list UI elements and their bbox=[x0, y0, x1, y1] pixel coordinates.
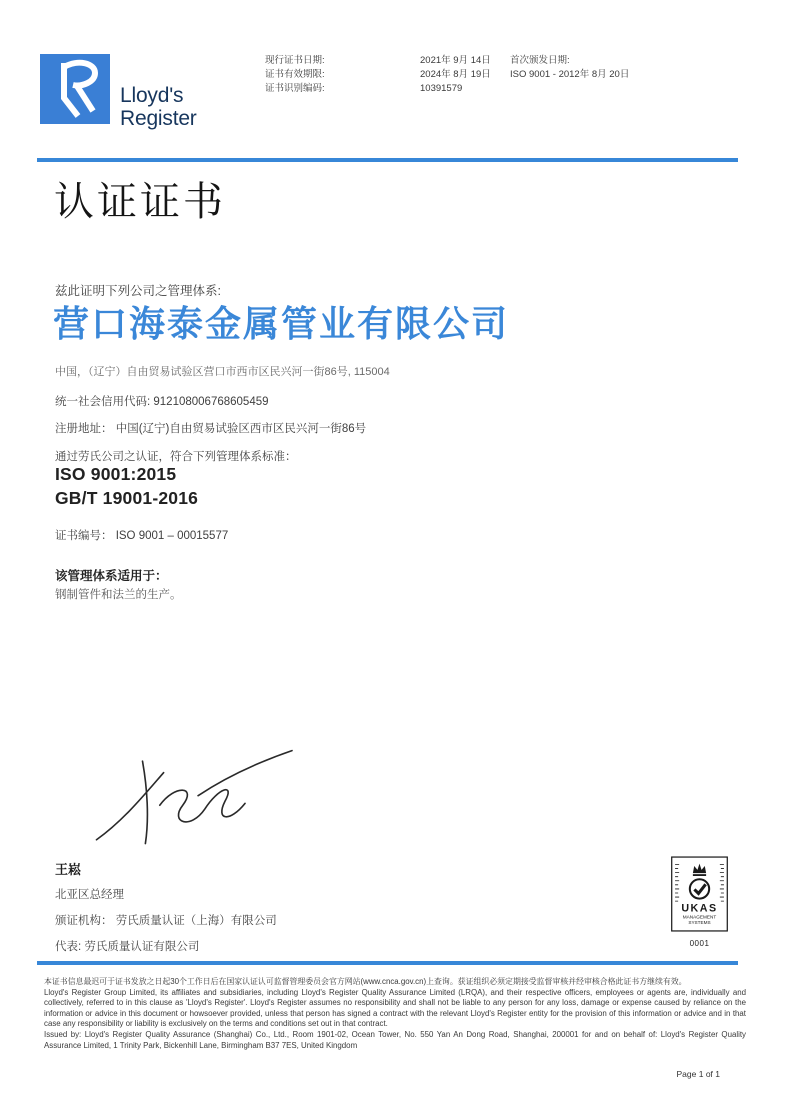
current-cert-date-value: 2021年 9月 14日 bbox=[420, 55, 491, 66]
ukas-left-ticks-icon bbox=[675, 864, 679, 901]
certificate-number: 证书编号： ISO 9001 – 00015577 bbox=[55, 530, 229, 542]
ukas-logo-icon bbox=[671, 856, 728, 932]
page-indicator: Page 1 of 1 bbox=[676, 1069, 720, 1079]
signature-image bbox=[85, 742, 315, 862]
ukas-systems-text: SYSTEMS bbox=[688, 920, 711, 926]
footer-issued-by: Issued by: Lloyd's Register Quality Assurance (Shanghai) Co., Ltd., Room 1901-02, Ocean Tower, No. 550 Yan An Dong Road, Shanghai, 200001 for and on behalf of: Lloyd's Register Quality Assurance Limited, 1 Trinity Park, Bickenhill Lane, Birmingham B37 7ES, United Kingdom bbox=[44, 1029, 746, 1050]
social-credit-code: 统一社会信用代码: 912108006768605459 bbox=[55, 396, 269, 408]
approval-statement: 通过劳氏公司之认证，符合下列管理体系标准： bbox=[55, 451, 297, 463]
on-behalf-of: 代表: 劳氏质量认证有限公司 bbox=[55, 941, 200, 953]
ukas-management-text: MANAGEMENT bbox=[682, 914, 717, 920]
ukas-number: 0001 bbox=[689, 939, 710, 948]
footer-cn-notice: 本证书信息最迟可于证书发放之日起30个工作日后在国家认证认可监督管理委员会官方网站(www.cnca.gov.cn)上查询。获证组织必须定期接受监督审核并经审核合格此证书方继续有效。 bbox=[44, 977, 687, 986]
company-name: 营口海泰金属管业有限公司 bbox=[53, 303, 510, 344]
signature-icon bbox=[85, 742, 315, 857]
page-title: 认证证书 bbox=[54, 179, 226, 225]
current-cert-date-label: 现行证书日期: bbox=[265, 55, 325, 66]
standard-gbt19001: GB/T 19001-2016 bbox=[55, 488, 199, 508]
footer-fine-print bbox=[44, 977, 746, 1051]
cert-id-label: 证书识别编码: bbox=[265, 83, 325, 94]
header-labels bbox=[265, 54, 325, 96]
top-divider bbox=[37, 158, 738, 162]
cert-id-value: 10391579 bbox=[420, 83, 463, 94]
registered-address: 注册地址： 中国(辽宁)自由贸易试验区西市区民兴河一街86号 bbox=[55, 423, 367, 435]
first-issue-label: 首次颁发日期: bbox=[510, 55, 570, 66]
brand-line2: Register bbox=[120, 107, 197, 130]
header-values bbox=[420, 54, 491, 96]
ukas-right-ticks-icon bbox=[720, 864, 724, 901]
ukas-text: UKAS bbox=[681, 902, 718, 915]
intro-statement: 兹此证明下列公司之管理体系: bbox=[55, 284, 221, 298]
scope-text: 钢制管件和法兰的生产。 bbox=[55, 589, 182, 601]
crown-icon bbox=[693, 864, 706, 876]
company-address: 中国，（辽宁）自由贸易试验区营口市西市区民兴河一街86号, 115004 bbox=[55, 366, 390, 378]
bottom-divider bbox=[37, 961, 738, 965]
issuing-body: 颁证机构： 劳氏质量认证（上海）有限公司 bbox=[55, 915, 277, 927]
ukas-mark bbox=[671, 856, 728, 948]
standard-iso9001: ISO 9001:2015 bbox=[55, 464, 177, 484]
first-issue-block bbox=[510, 54, 629, 82]
lloyds-register-logo bbox=[40, 54, 110, 124]
brand-name bbox=[120, 84, 197, 130]
signatory-title: 北亚区总经理 bbox=[55, 889, 124, 901]
cert-expiry-value: 2024年 8月 19日 bbox=[420, 69, 491, 80]
lr-monogram-icon bbox=[40, 54, 110, 124]
scope-heading: 该管理体系适用于： bbox=[55, 569, 168, 583]
check-circle-icon bbox=[690, 879, 709, 898]
first-issue-value: ISO 9001 - 2012年 8月 20日 bbox=[510, 69, 630, 80]
signatory-name: 王崧 bbox=[55, 862, 82, 877]
footer-en-disclaimer: Lloyd's Register Group Limited, its affiliates and subsidiaries, including Lloyd's Register Quality Assurance Limited (LRQA), and their respective officers, employees or agents are, individually and collectively, referred to in this clause as 'Lloyd's Register'. Lloyd's Register assumes no responsibility and shall not be liable to any person for any loss, damage or expense caused by reliance on the information or advice in this document or howsoever provided, unless that person has signed a contract with the relevant Lloyd's Register entity for the provision of this information or advice and in that case any responsibility or liability is exclusively on the terms and conditions set out in that contract. bbox=[44, 987, 746, 1029]
cert-expiry-label: 证书有效期限: bbox=[265, 69, 325, 80]
brand-line1: Lloyd's bbox=[120, 84, 184, 107]
